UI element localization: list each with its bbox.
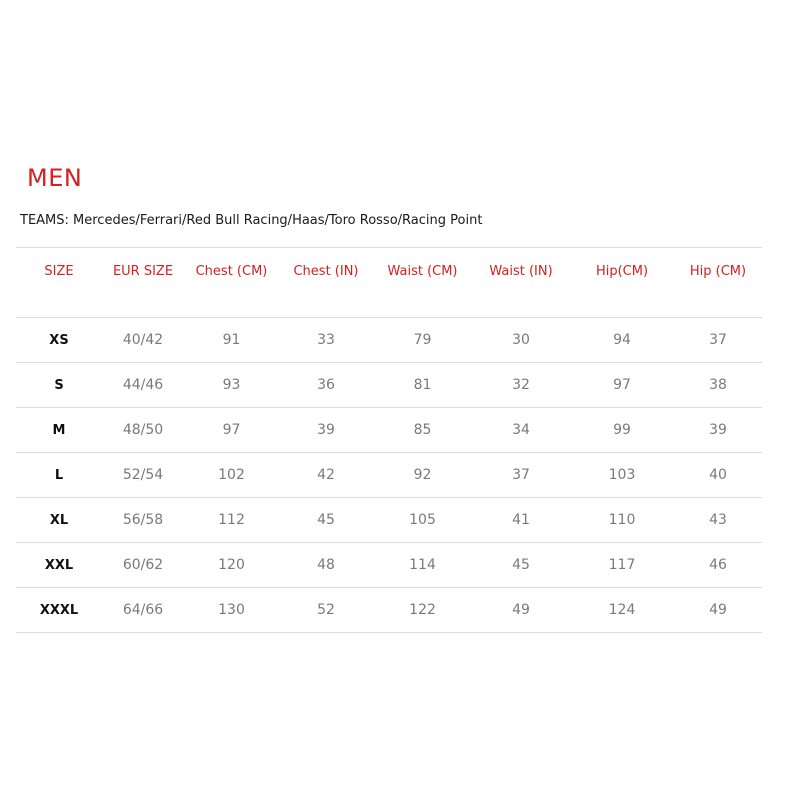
- table-row: [16, 498, 762, 543]
- table-cell: 92: [373, 453, 472, 498]
- size-cell: XXL: [16, 543, 102, 588]
- table-cell: 94: [570, 318, 674, 363]
- table-cell: 117: [570, 543, 674, 588]
- table-row: [16, 318, 762, 363]
- table-cell: 38: [674, 363, 762, 408]
- table-cell: 99: [570, 408, 674, 453]
- teams-line: TEAMS: Mercedes/Ferrari/Red Bull Racing/Haas/Toro Rosso/Racing Point: [20, 213, 483, 228]
- table-cell: 60/62: [102, 543, 184, 588]
- size-chart-table: [16, 247, 762, 633]
- column-header: EUR SIZE: [102, 248, 184, 318]
- table-cell: 45: [279, 498, 373, 543]
- size-cell: M: [16, 408, 102, 453]
- table-cell: 48/50: [102, 408, 184, 453]
- table-cell: 91: [184, 318, 279, 363]
- table-cell: 93: [184, 363, 279, 408]
- column-header: Waist (CM): [373, 248, 472, 318]
- table-cell: 124: [570, 588, 674, 633]
- column-header: Hip(CM): [570, 248, 674, 318]
- size-cell: S: [16, 363, 102, 408]
- table-cell: 49: [472, 588, 570, 633]
- table-cell: 114: [373, 543, 472, 588]
- table-cell: 102: [184, 453, 279, 498]
- column-header: Hip (CM): [674, 248, 762, 318]
- table-cell: 45: [472, 543, 570, 588]
- size-cell: XXXL: [16, 588, 102, 633]
- table-cell: 105: [373, 498, 472, 543]
- table-cell: 97: [570, 363, 674, 408]
- size-cell: XS: [16, 318, 102, 363]
- table-cell: 85: [373, 408, 472, 453]
- table-cell: 39: [279, 408, 373, 453]
- table-cell: 44/46: [102, 363, 184, 408]
- table-cell: 79: [373, 318, 472, 363]
- table-cell: 40: [674, 453, 762, 498]
- table-cell: 40/42: [102, 318, 184, 363]
- table-cell: 81: [373, 363, 472, 408]
- table-cell: 56/58: [102, 498, 184, 543]
- table-cell: 110: [570, 498, 674, 543]
- table-cell: 120: [184, 543, 279, 588]
- table-cell: 130: [184, 588, 279, 633]
- table-cell: 37: [472, 453, 570, 498]
- table-cell: 64/66: [102, 588, 184, 633]
- table-cell: 122: [373, 588, 472, 633]
- size-cell: L: [16, 453, 102, 498]
- table-cell: 43: [674, 498, 762, 543]
- table-row: [16, 453, 762, 498]
- table-cell: 33: [279, 318, 373, 363]
- table-header-row: [16, 248, 762, 318]
- table-row: [16, 408, 762, 453]
- table-cell: 49: [674, 588, 762, 633]
- size-cell: XL: [16, 498, 102, 543]
- column-header: SIZE: [16, 248, 102, 318]
- table-cell: 52/54: [102, 453, 184, 498]
- table-cell: 112: [184, 498, 279, 543]
- table-cell: 32: [472, 363, 570, 408]
- table-cell: 41: [472, 498, 570, 543]
- table-cell: 103: [570, 453, 674, 498]
- column-header: Chest (CM): [184, 248, 279, 318]
- table-cell: 36: [279, 363, 373, 408]
- table-cell: 42: [279, 453, 373, 498]
- table-cell: 97: [184, 408, 279, 453]
- column-header: Waist (IN): [472, 248, 570, 318]
- table-row: [16, 543, 762, 588]
- table-row: [16, 588, 762, 633]
- table-cell: 34: [472, 408, 570, 453]
- table-cell: 46: [674, 543, 762, 588]
- table-row: [16, 363, 762, 408]
- table-cell: 39: [674, 408, 762, 453]
- page-title: MEN: [27, 164, 83, 192]
- table-cell: 37: [674, 318, 762, 363]
- table-cell: 30: [472, 318, 570, 363]
- column-header: Chest (IN): [279, 248, 373, 318]
- table-cell: 48: [279, 543, 373, 588]
- table-cell: 52: [279, 588, 373, 633]
